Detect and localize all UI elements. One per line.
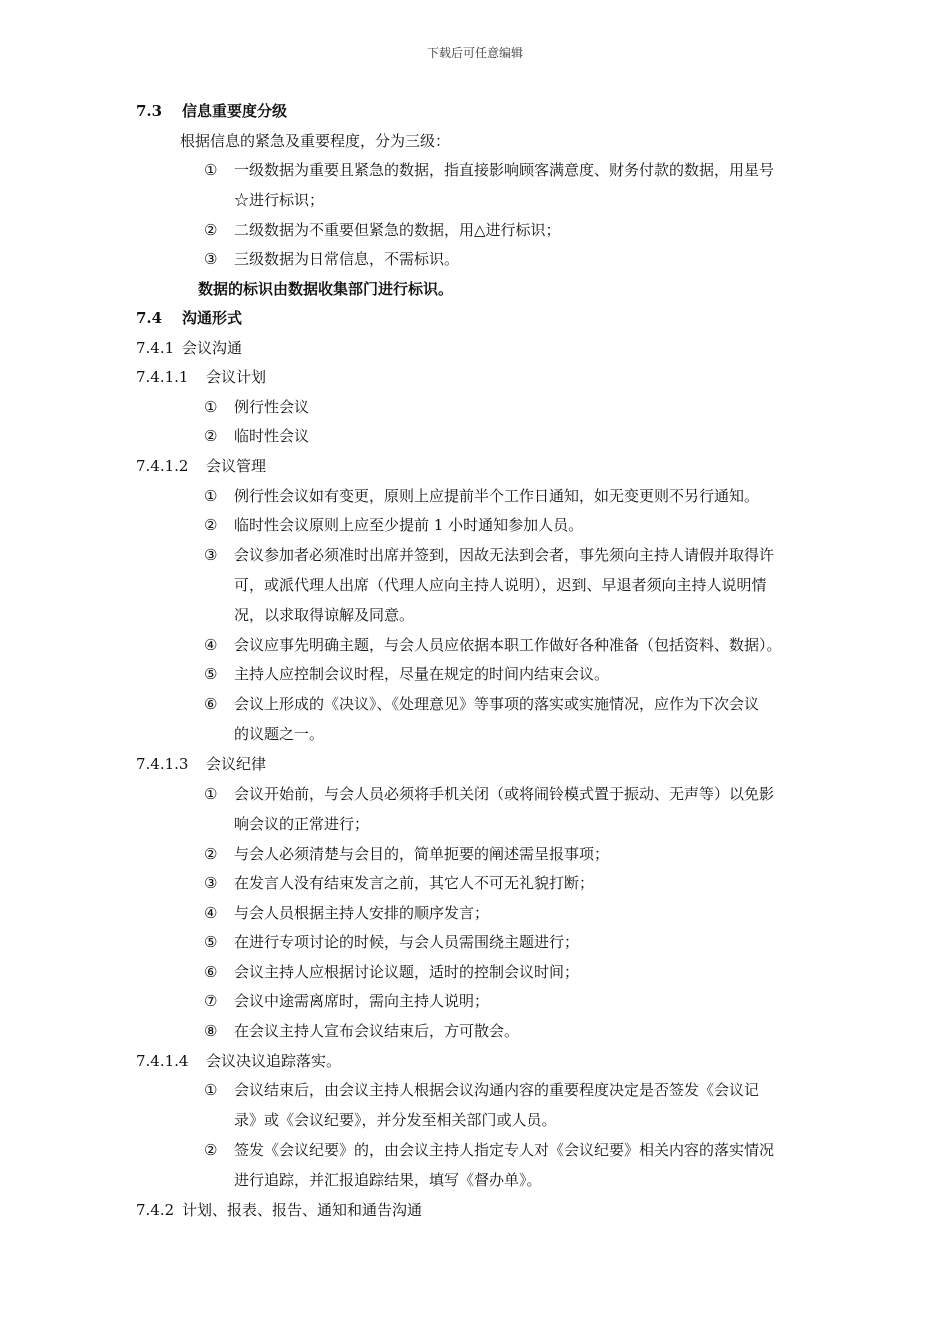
list-marker: ② xyxy=(204,516,218,534)
list-marker: ⑦ xyxy=(204,992,218,1010)
list-item: 临时性会议 xyxy=(234,427,310,445)
list-item: 会议中途需离席时，需向主持人说明； xyxy=(234,992,490,1010)
section-number: 7.4.1.3 xyxy=(136,755,189,773)
section-title: 沟通形式 xyxy=(182,309,243,327)
list-marker: ① xyxy=(204,785,218,803)
list-marker: ⑥ xyxy=(204,963,218,981)
section-number: 7.4.1 xyxy=(136,339,175,357)
list-item: 在会议主持人宣布会议结束后，方可散会。 xyxy=(234,1022,520,1040)
section-title: 会议决议追踪落实。 xyxy=(206,1052,342,1070)
section-title: 会议管理 xyxy=(206,457,267,475)
list-marker: ⑤ xyxy=(204,933,218,951)
list-item-cont: 录》或《会议纪要》，并分发至相关部门或人员。 xyxy=(234,1111,557,1129)
list-item: 与会人员根据主持人安排的顺序发言； xyxy=(234,904,490,922)
list-item-cont: 的议题之一。 xyxy=(234,725,325,743)
list-marker: ② xyxy=(204,221,218,239)
section-number: 7.3 xyxy=(136,102,163,120)
list-item: 临时性会议原则上应至少提前 1 小时通知参加人员。 xyxy=(234,516,584,534)
intro-text: 根据信息的紧急及重要程度，分为三级： xyxy=(180,132,451,150)
list-item: 会议主持人应根据讨论议题，适时的控制会议时间； xyxy=(234,963,580,981)
list-marker: ① xyxy=(204,1081,218,1099)
section-7-4-1 xyxy=(136,338,243,358)
list-item-cont: 进行追踪，并汇报追踪结果，填写《督办单》。 xyxy=(234,1171,542,1189)
list-marker: ⑧ xyxy=(204,1022,218,1040)
section-number: 7.4.1.1 xyxy=(136,368,189,386)
list-marker: ② xyxy=(204,1141,218,1159)
section-title: 会议计划 xyxy=(206,368,267,386)
list-marker: ④ xyxy=(204,904,218,922)
list-item: 二级数据为不重要但紧急的数据，用△进行标识； xyxy=(234,221,561,239)
section-title: 计划、报表、报告、通知和通告沟通 xyxy=(182,1201,423,1219)
list-item: 在进行专项讨论的时候，与会人员需围绕主题进行； xyxy=(234,933,580,951)
list-marker: ⑥ xyxy=(204,695,218,713)
section-number: 7.4.2 xyxy=(136,1201,175,1219)
list-marker: ① xyxy=(204,161,218,179)
page-header: 下载后可任意编辑 xyxy=(426,46,523,60)
section-number: 7.4.1.2 xyxy=(136,457,189,475)
list-item-cont: 况，以求取得谅解及同意。 xyxy=(234,606,415,624)
list-item: 主持人应控制会议时程，尽量在规定的时间内结束会议。 xyxy=(234,665,610,683)
list-item: 会议开始前，与会人员必须将手机关闭（或将闹铃模式置于振动、无声等）以免影 xyxy=(234,785,775,803)
section-7-4-1-1 xyxy=(136,367,267,387)
section-7-4-2 xyxy=(136,1200,423,1220)
section-7-4-1-2 xyxy=(136,456,267,476)
list-marker: ③ xyxy=(204,546,218,564)
list-item: 会议应事先明确主题，与会人员应依据本职工作做好各种准备（包括资料、数据）。 xyxy=(234,636,782,654)
list-item: 一级数据为重要且紧急的数据，指直接影响顾客满意度、财务付款的数据，用星号 xyxy=(234,161,775,179)
section-7-4-1-4 xyxy=(136,1051,342,1071)
section-title: 会议沟通 xyxy=(182,339,243,357)
list-marker: ② xyxy=(204,845,218,863)
section-title: 信息重要度分级 xyxy=(182,102,288,120)
list-marker: ⑤ xyxy=(204,665,218,683)
list-marker: ④ xyxy=(204,636,218,654)
section-7-4-1-3 xyxy=(136,754,267,774)
list-item: 三级数据为日常信息，不需标识。 xyxy=(234,250,460,268)
list-item: 与会人必须清楚与会目的，简单扼要的阐述需呈报事项； xyxy=(234,845,610,863)
list-item-cont: 可，或派代理人出席（代理人应向主持人说明），迟到、早退者须向主持人说明情 xyxy=(234,576,767,594)
section-title: 会议纪律 xyxy=(206,755,267,773)
note-text: 数据的标识由数据收集部门进行标识。 xyxy=(198,280,454,298)
list-item-cont: ☆进行标识； xyxy=(234,191,325,209)
list-marker: ① xyxy=(204,487,218,505)
list-item: 例行性会议如有变更，原则上应提前半个工作日通知，如无变更则不另行通知。 xyxy=(234,487,760,505)
section-7-3 xyxy=(136,101,288,121)
list-marker: ① xyxy=(204,398,218,416)
list-item: 在发言人没有结束发言之前，其它人不可无礼貌打断； xyxy=(234,874,595,892)
list-item-cont: 响会议的正常进行； xyxy=(234,815,370,833)
list-item: 例行性会议 xyxy=(234,398,310,416)
list-marker: ② xyxy=(204,427,218,445)
list-marker: ③ xyxy=(204,250,218,268)
list-item: 会议参加者必须准时出席并签到，因故无法到会者，事先须向主持人请假并取得许 xyxy=(234,546,775,564)
section-7-4 xyxy=(136,308,243,328)
section-number: 7.4 xyxy=(136,309,163,327)
list-item: 会议上形成的《决议》、《处理意见》等事项的落实或实施情况，应作为下次会议 xyxy=(234,695,760,713)
list-item: 会议结束后，由会议主持人根据会议沟通内容的重要程度决定是否签发《会议记 xyxy=(234,1081,760,1099)
list-marker: ③ xyxy=(204,874,218,892)
section-number: 7.4.1.4 xyxy=(136,1052,189,1070)
list-item: 签发《会议纪要》的，由会议主持人指定专人对《会议纪要》相关内容的落实情况 xyxy=(234,1141,775,1159)
